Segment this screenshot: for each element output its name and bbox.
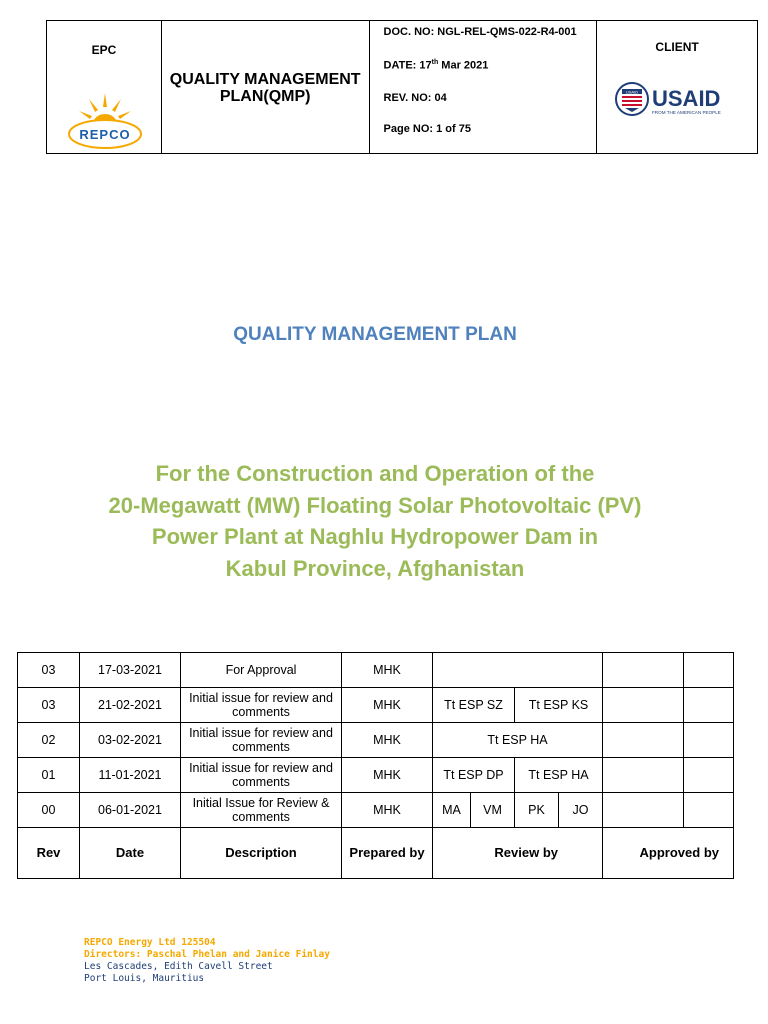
project-description-line3: Power Plant at Naghlu Hydropower Dam in <box>151 524 599 549</box>
approved-cell-a <box>603 793 684 828</box>
approved-cell-b <box>684 653 734 688</box>
prepared-cell: MHK <box>342 723 433 758</box>
description-cell: Initial issue for review and comments <box>181 723 342 758</box>
document-title-line1: QUALITY MANAGEMENT <box>169 71 361 88</box>
description-header: Description <box>181 828 342 879</box>
rev-header: Rev <box>18 828 80 879</box>
document-title <box>162 71 369 105</box>
description-cell: For Approval <box>181 653 342 688</box>
footer-address-1: Les Cascades, Edith Cavell Street <box>84 961 273 972</box>
table-header-row <box>18 828 734 879</box>
approved-cell-a <box>603 688 684 723</box>
approved-cell-b <box>684 723 734 758</box>
approved-cell-a <box>603 653 684 688</box>
client-cell <box>597 21 758 154</box>
usaid-logo-icon <box>612 81 740 117</box>
epc-cell <box>47 21 162 154</box>
review-cell-1: Tt ESP DP <box>433 758 515 793</box>
date-cell: 06-01-2021 <box>80 793 181 828</box>
date-cell: 11-01-2021 <box>80 758 181 793</box>
doc-page: Page NO: 1 of 75 <box>383 123 471 135</box>
rev-cell: 01 <box>18 758 80 793</box>
project-description-line4: Kabul Province, Afghanistan <box>225 555 525 581</box>
doc-date-sup: th <box>431 59 439 66</box>
date-cell: 17-03-2021 <box>80 653 181 688</box>
document-title-line2: PLAN(QMP) <box>219 88 311 105</box>
review-header: Review by <box>433 828 603 879</box>
doc-number: DOC. NO: NGL-REL-QMS-022-R4-001 <box>383 26 577 38</box>
reviewer-1-cell: MA <box>433 793 471 828</box>
epc-label: EPC <box>91 43 117 57</box>
rev-cell: 03 <box>18 653 80 688</box>
review-cell-1: Tt ESP SZ <box>433 688 515 723</box>
date-cell: 21-02-2021 <box>80 688 181 723</box>
rev-cell: 00 <box>18 793 80 828</box>
usaid-logo-text: USAID <box>652 86 721 111</box>
table-row <box>18 653 734 688</box>
title-cell <box>161 21 369 154</box>
reviewer-2-cell: VM <box>471 793 515 828</box>
description-cell: Initial Issue for Review & comments <box>181 793 342 828</box>
doc-info-cell <box>369 21 597 154</box>
table-row <box>18 723 734 758</box>
company-footer <box>84 937 330 985</box>
header-table <box>46 20 758 154</box>
reviewer-4-cell: JO <box>559 793 603 828</box>
project-description-line1: For the Construction and Operation of the <box>155 461 595 486</box>
doc-date-prefix: DATE: 17 <box>383 59 432 72</box>
project-description-line2: 20-Megawatt (MW) Floating Solar Photovoltaic (PV) <box>108 492 642 518</box>
approved-cell-b <box>684 688 734 723</box>
doc-date-suffix: Mar 2021 <box>438 59 489 72</box>
usaid-tagline: FROM THE AMERICAN PEOPLE <box>652 110 722 115</box>
review-cell: Tt ESP HA <box>433 723 603 758</box>
usaid-seal-text: USAID <box>626 89 639 95</box>
rev-cell: 03 <box>18 688 80 723</box>
footer-address-2: Port Louis, Mauritius <box>84 973 205 984</box>
doc-date <box>384 59 489 72</box>
table-row <box>18 758 734 793</box>
footer-company: REPCO Energy Ltd 125504 <box>84 937 216 948</box>
repco-logo-text: REPCO <box>79 127 131 142</box>
prepared-cell: MHK <box>342 793 433 828</box>
approved-cell-b <box>684 758 734 793</box>
date-cell: 03-02-2021 <box>80 723 181 758</box>
date-header: Date <box>80 828 181 879</box>
prepared-cell: MHK <box>342 688 433 723</box>
prepared-cell: MHK <box>342 653 433 688</box>
project-description <box>0 458 750 584</box>
approved-cell-b <box>684 793 734 828</box>
client-label: CLIENT <box>655 40 699 54</box>
approved-cell-a <box>603 723 684 758</box>
prepared-cell: MHK <box>342 758 433 793</box>
document-heading: QUALITY MANAGEMENT PLAN <box>233 324 517 345</box>
revision-table <box>17 652 734 879</box>
description-cell: Initial issue for review and comments <box>181 688 342 723</box>
table-row <box>18 793 734 828</box>
rev-cell: 02 <box>18 723 80 758</box>
table-row <box>18 688 734 723</box>
approved-header: Approved by <box>603 828 734 879</box>
prepared-header: Prepared by <box>342 828 433 879</box>
description-cell: Initial issue for review and comments <box>181 758 342 793</box>
doc-revision: REV. NO: 04 <box>383 92 447 104</box>
review-cell-2: Tt ESP KS <box>515 688 603 723</box>
approved-cell-a <box>603 758 684 793</box>
repco-logo-icon <box>67 87 143 151</box>
footer-directors: Directors: Paschal Phelan and Janice Finlay <box>84 949 330 960</box>
reviewer-3-cell: PK <box>515 793 559 828</box>
review-cell-2: Tt ESP HA <box>515 758 603 793</box>
review-cell <box>433 653 603 688</box>
